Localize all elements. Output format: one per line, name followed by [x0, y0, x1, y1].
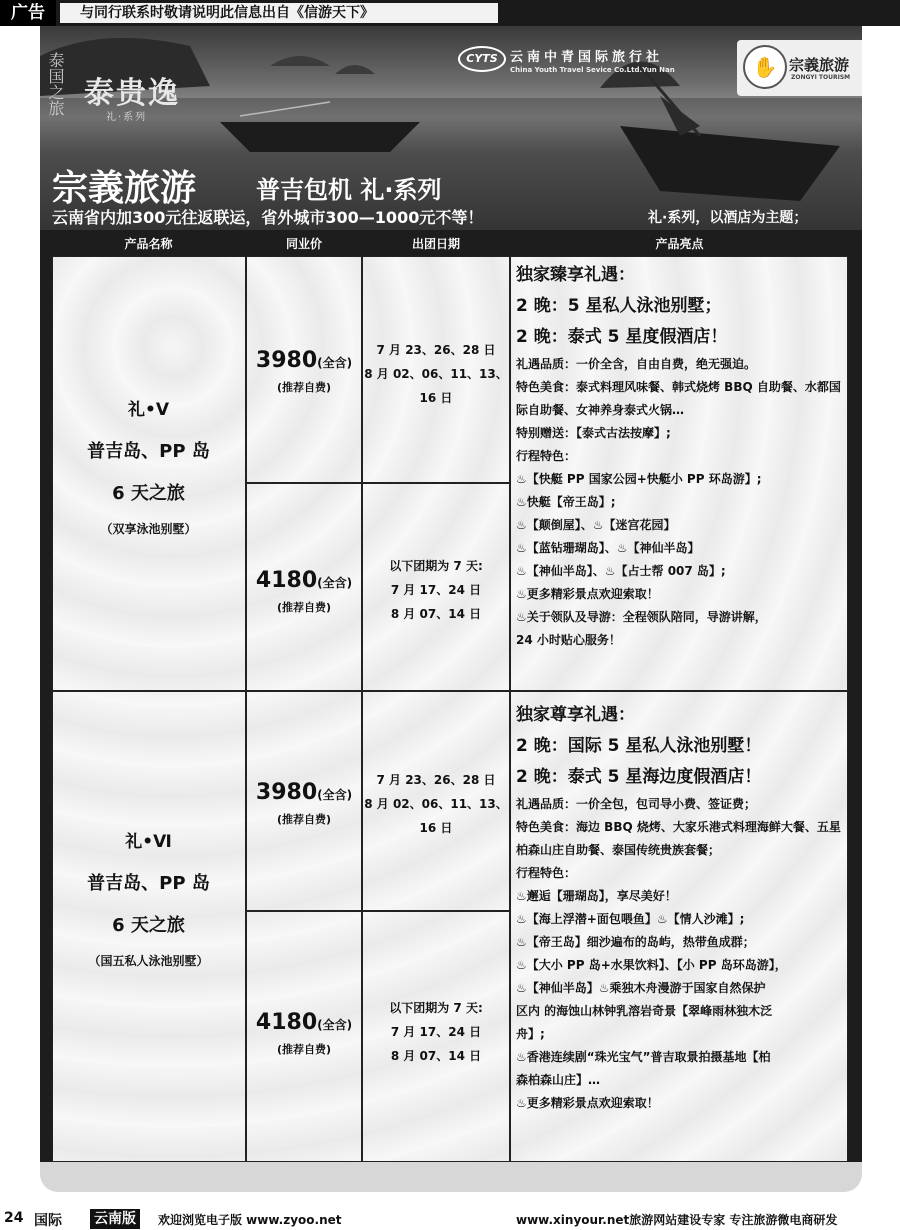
header-dates: 出团日期 [363, 232, 509, 256]
itinerary-item: 森柏森山庄】… [516, 1073, 601, 1087]
price-note: (推荐自费) [276, 381, 332, 394]
food-text: 特色美食：海边 BBQ 烧烤、大家乐港式料理海鲜大餐、五星柏森山庄自助餐、泰国传统贵族套餐； [516, 820, 841, 857]
ad-label: 广告 [0, 0, 56, 26]
itinerary-item: ♨【神仙半岛】、♨【占士帮 007 岛】; [516, 564, 726, 578]
edition-badge: 云南版 [90, 1209, 140, 1229]
gift-text: 特别赠送：【泰式古法按摩】; [516, 426, 671, 440]
itinerary-item: ♨【颠倒屋】、♨【迷宫花园】 [516, 518, 676, 532]
row-divider [52, 690, 848, 692]
page-number: 24 [4, 1210, 24, 1226]
itinerary-item: ♨【帝王岛】细沙遍布的岛屿，热带鱼成群； [516, 935, 755, 949]
transport-note: 云南省内加300元往返联运，省外城市300—1000元不等！ [52, 208, 484, 227]
quality-text: 礼遇品质：一价全包，包司导小费、签证费； [516, 797, 757, 811]
itinerary-item: ♨【蓝钻珊瑚岛】、♨【神仙半岛】 [516, 541, 700, 555]
price-value: 3980(全含) [255, 348, 353, 373]
theme-note: 礼·系列，以酒店为主题； [648, 210, 808, 226]
price-cell [247, 348, 361, 395]
itinerary-item: ♨【快艇 PP 国家公园+快艇小 PP 环岛游】; [516, 472, 762, 486]
page-title: 宗義旅游 [52, 168, 197, 209]
taiguiyi-logo: 泰贵逸 [84, 76, 180, 111]
highlight-heading: 2 晚：泰式 5 星度假酒店！ [516, 327, 728, 347]
source-notice: 与同行联系时敬请说明此信息出自《信游天下》 [60, 3, 498, 23]
date-line: 8 月 02、06、11、13、 [364, 367, 508, 381]
logo-side-text: 泰国之旅 [46, 52, 65, 116]
itinerary-item: ♨邂逅【珊瑚岛】，享尽美好！ [516, 889, 677, 903]
product-feature: （双享泳池别墅） [100, 522, 197, 536]
date-line: 7 月 17、24 日 [390, 583, 482, 597]
zongyi-emblem-icon: ✋ [743, 45, 787, 89]
column-divider [509, 256, 511, 1162]
header-highlights: 产品亮点 [511, 232, 848, 256]
price-note: (推荐自费) [276, 601, 332, 614]
product-destination: 普吉岛、PP 岛 [87, 873, 210, 894]
zongyi-logo-english: ZONGYI TOURISM [791, 74, 851, 81]
price-cell [247, 1010, 361, 1057]
date-line: 7 月 17、24 日 [390, 1025, 482, 1039]
header-product-name: 产品名称 [52, 232, 245, 256]
highlights-cell [516, 260, 844, 652]
date-line: 7 月 23、26、28 日 [376, 343, 496, 357]
product-code: 礼•Ⅵ [125, 832, 172, 852]
itinerary-item: 24 小时贴心服务！ [516, 633, 621, 647]
highlight-heading: 2 晚：泰式 5 星海边度假酒店！ [516, 767, 762, 787]
date-cell [363, 768, 509, 840]
date-line: 8 月 07、14 日 [390, 607, 482, 621]
footer-border [40, 1162, 862, 1192]
zongyi-logo [737, 40, 862, 96]
row-divider [245, 910, 511, 912]
itinerary-item: ♨【海上浮潜+面包喂鱼】♨【情人沙滩】; [516, 912, 745, 926]
price-value: 3980(全含) [255, 780, 353, 805]
date-line: 16 日 [419, 391, 453, 405]
itinerary-item: ♨更多精彩景点欢迎索取！ [516, 587, 659, 601]
itinerary-item: ♨更多精彩景点欢迎索取！ [516, 1096, 659, 1110]
highlight-heading: 独家臻享礼遇： [516, 265, 635, 285]
cyts-name: 云南中青国际旅行社 [510, 50, 664, 65]
itinerary-item: ♨香港连续剧“珠光宝气”普吉取景拍摄基地【柏 [516, 1050, 771, 1064]
quality-text: 礼遇品质：一价全含，自由自费，绝无强迫。 [516, 357, 757, 371]
date-cell [363, 996, 509, 1068]
date-cell [363, 554, 509, 626]
highlight-heading: 2 晚：国际 5 星私人泳池别墅！ [516, 736, 762, 756]
product-duration: 6 天之旅 [112, 915, 185, 936]
row-divider [245, 482, 511, 484]
price-value: 4180(全含) [255, 568, 353, 593]
footer-right-text[interactable]: www.xinyour.net旅游网站建设专家 专注旅游微电商研发 [516, 1213, 838, 1227]
date-line: 7 月 23、26、28 日 [376, 773, 496, 787]
date-line: 8 月 07、14 日 [390, 1049, 482, 1063]
taiguiyi-logo-sub: 礼·系列 [106, 112, 148, 123]
date-cell [363, 338, 509, 410]
itinerary-item: ♨【大小 PP 岛+水果饮料】、【小 PP 岛环岛游】， [516, 958, 787, 972]
highlight-heading: 独家尊享礼遇： [516, 705, 635, 725]
cyts-logo-icon: CYTS [458, 46, 506, 72]
product-feature: （国五私人泳池别墅） [88, 954, 209, 968]
product-code: 礼•Ⅴ [127, 400, 170, 420]
food-text: 特色美食：泰式料理风味餐、韩式烧烤 BBQ 自助餐、水都国际自助餐、女神养身泰式火锅… [516, 380, 841, 417]
price-cell [247, 780, 361, 827]
itinerary-item: 区内 的海蚀山林钟乳溶岩奇景【翠峰雨林独木泛 [516, 1004, 773, 1018]
date-line: 以下团期为 7 天: [389, 559, 483, 573]
itinerary-item: 舟】; [516, 1027, 545, 1041]
date-line: 以下团期为 7 天: [389, 1001, 483, 1015]
highlights-cell [516, 700, 844, 1115]
price-value: 4180(全含) [255, 1010, 353, 1035]
section-label: 国际 [34, 1213, 62, 1229]
product-name-cell [52, 398, 245, 538]
date-line: 16 日 [419, 821, 453, 835]
itinerary-title: 行程特色： [516, 449, 577, 463]
footer-left-text[interactable]: 欢迎浏览电子版 www.zyoo.net [158, 1213, 342, 1227]
itinerary-item: ♨关于领队及导游：全程领队陪同，导游讲解， [516, 610, 767, 624]
product-name-cell [52, 830, 245, 970]
page-subtitle: 普吉包机 礼·系列 [256, 176, 442, 204]
product-destination: 普吉岛、PP 岛 [87, 441, 210, 462]
price-cell [247, 568, 361, 615]
itinerary-item: ♨快艇【帝王岛】; [516, 495, 616, 509]
highlight-heading: 2 晚：5 星私人泳池别墅； [516, 296, 722, 316]
product-duration: 6 天之旅 [112, 483, 185, 504]
itinerary-title: 行程特色： [516, 866, 577, 880]
itinerary-item: ♨【神仙半岛】♨乘独木舟漫游于国家自然保护 [516, 981, 766, 995]
price-note: (推荐自费) [276, 813, 332, 826]
price-note: (推荐自费) [276, 1043, 332, 1056]
zongyi-logo-name: 宗義旅游 [789, 56, 850, 74]
cyts-english-name: China Youth Travel Sevice Co.Ltd.Yun Nan [510, 66, 675, 74]
date-line: 8 月 02、06、11、13、 [364, 797, 508, 811]
header-price: 同业价 [247, 232, 361, 256]
